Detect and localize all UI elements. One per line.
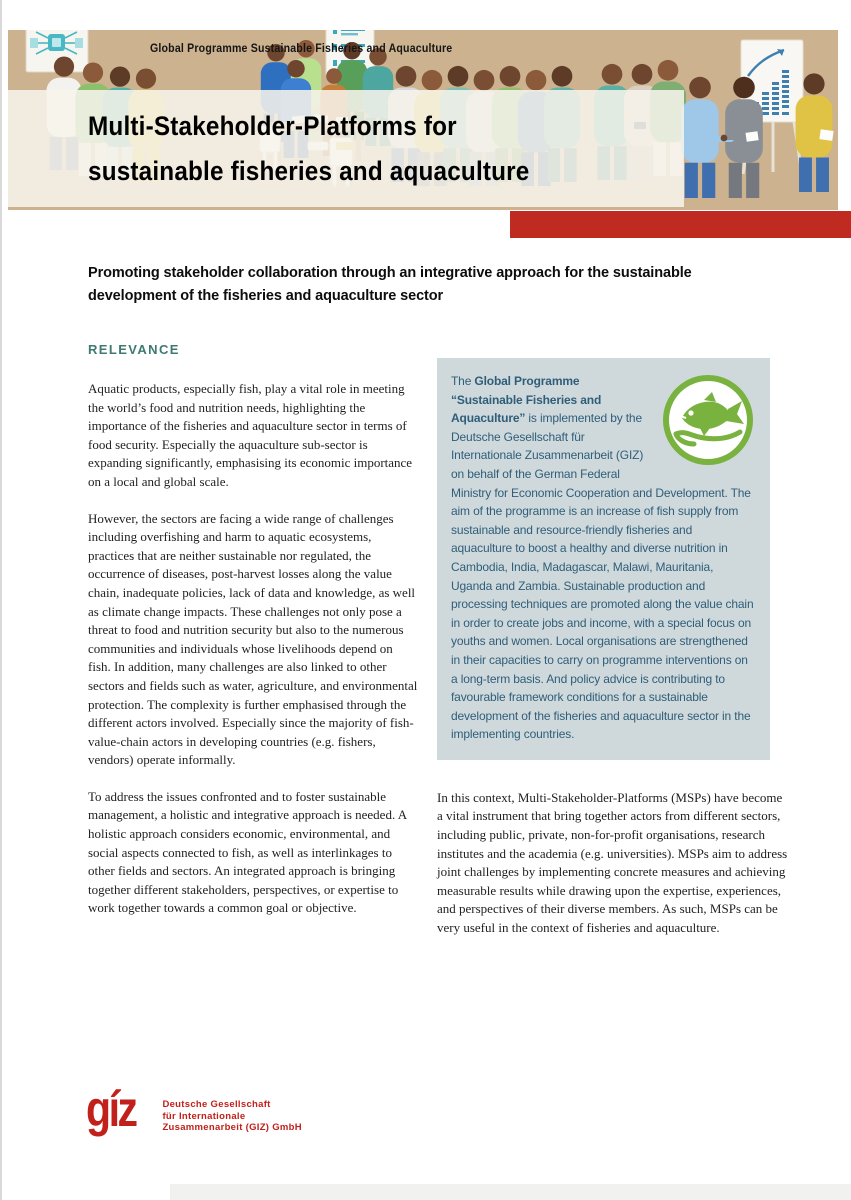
banner <box>8 30 838 210</box>
programme-infobox <box>437 358 770 760</box>
subtitle: Promoting stakeholder collaboration through an integrative approach for the sustainable development of the fisheries and aquaculture sector <box>88 265 692 304</box>
main-content <box>88 342 790 938</box>
relevance-paragraph-2: However, the sectors are facing a wide range of challenges including overfishing and harm to aquatic ecosystems, practices that are neither sustainable nor regulated, the occurrence of diseases, post-harvest losses along the value chain, inadequate policies, lack of data and knowledge, as well as climate change impacts. These challenges not only pose a threat to food and nutrition security but also to the numerous communities and individuals whose livelihoods depend on fish. In addition, many challenges are also linked to other sectors and fields such as water, agriculture, and environmental protection. The complexity is further emphasised through the different actors involved. Especially since the majority of fish-value-chain actors in developing countries (e.g. fishers, vendors) operate informally. <box>88 510 418 768</box>
red-accent-bar <box>510 211 851 238</box>
page-edge <box>0 0 2 1200</box>
relevance-heading: RELEVANCE <box>88 342 180 357</box>
page-title-line1: Multi-Stakeholder-Platforms for <box>88 111 457 141</box>
fish-in-hand-icon <box>660 372 756 468</box>
giz-logo <box>86 1081 302 1137</box>
giz-tagline-line3: Zusammenarbeit (GIZ) GmbH <box>162 1122 302 1133</box>
relevance-paragraph-1: Aquatic products, especially fish, play a vital role in meeting the world’s food and nutrition needs, highlighting the importance of the fisheries and aquaculture sector in terms of food security. Especially the aquaculture sub-sector is expanding significantly, emphasising its economic importance on a local and global scale. <box>88 381 413 489</box>
giz-tagline-line2: für Internationale <box>162 1110 246 1122</box>
giz-wordmark: gíz <box>86 1081 136 1137</box>
giz-tagline <box>162 1099 301 1134</box>
relevance-paragraph-3: To address the issues confronted and to foster sustainable management, a holistic and integrative approach is needed. A holistic approach considers economic, environmental, and social aspects connected to fish, as well as interlinkages to other fields and sectors. An integrated approach is bringing together different stakeholders, perspectives, or expertise to work together towards a common goal or objective. <box>88 788 407 916</box>
msp-paragraph: In this context, Multi-Stakeholder-Platforms (MSPs) have become a vital instrument that bring together actors from different sectors, including public, private, non-for-profit organisations, research institutes and the academia (e.g. universities). MSPs aim to address joint challenges by implementing concrete measures and achieving measurable results while drawing upon the expertise, experiences, and perspectives of their diverse members. As such, MSPs can be very useful in the context of fisheries and aquaculture. <box>437 789 788 936</box>
right-column <box>437 342 790 938</box>
page-title <box>88 104 530 194</box>
infobox-lead-rest: is implemented by the Deutsche Gesellschaft für Internationale Zusammenarbeit (GIZ) on behalf of the German Federal Ministry for Economic Cooperation and Development. The aim of the programme is an increase of fish supply from sustainable and resource-friendly fisheries and aquaculture to boost a healthy and diverse nutrition in Cambodia, India, Madagascar, Malawi, Mauritania, Uganda and Zambia. Sustainable production and processing techniques are promoted along the value chain in order to create jobs and income, with a special focus on youths and women. Local organisations are strengthened in their capacities to carry on programme interventions on a long-term basis. And policy advice is contributing to favourable framework conditions for a sustainable development of the fisheries and aquaculture sector in the implementing countries. <box>451 411 754 742</box>
page-bottom-edge <box>170 1184 851 1200</box>
infobox-lead-bold: Global Programme “Sustainable Fisheries and Aquaculture” <box>451 374 602 426</box>
infobox-lead-pre: The <box>451 374 475 388</box>
page-title-line2: sustainable fisheries and aquaculture <box>88 156 530 186</box>
banner-program-label: Global Programme Sustainable Fisheries and Aquaculture <box>150 43 453 55</box>
giz-tagline-line1: Deutsche Gesellschaft <box>162 1099 271 1110</box>
left-column <box>88 342 418 938</box>
